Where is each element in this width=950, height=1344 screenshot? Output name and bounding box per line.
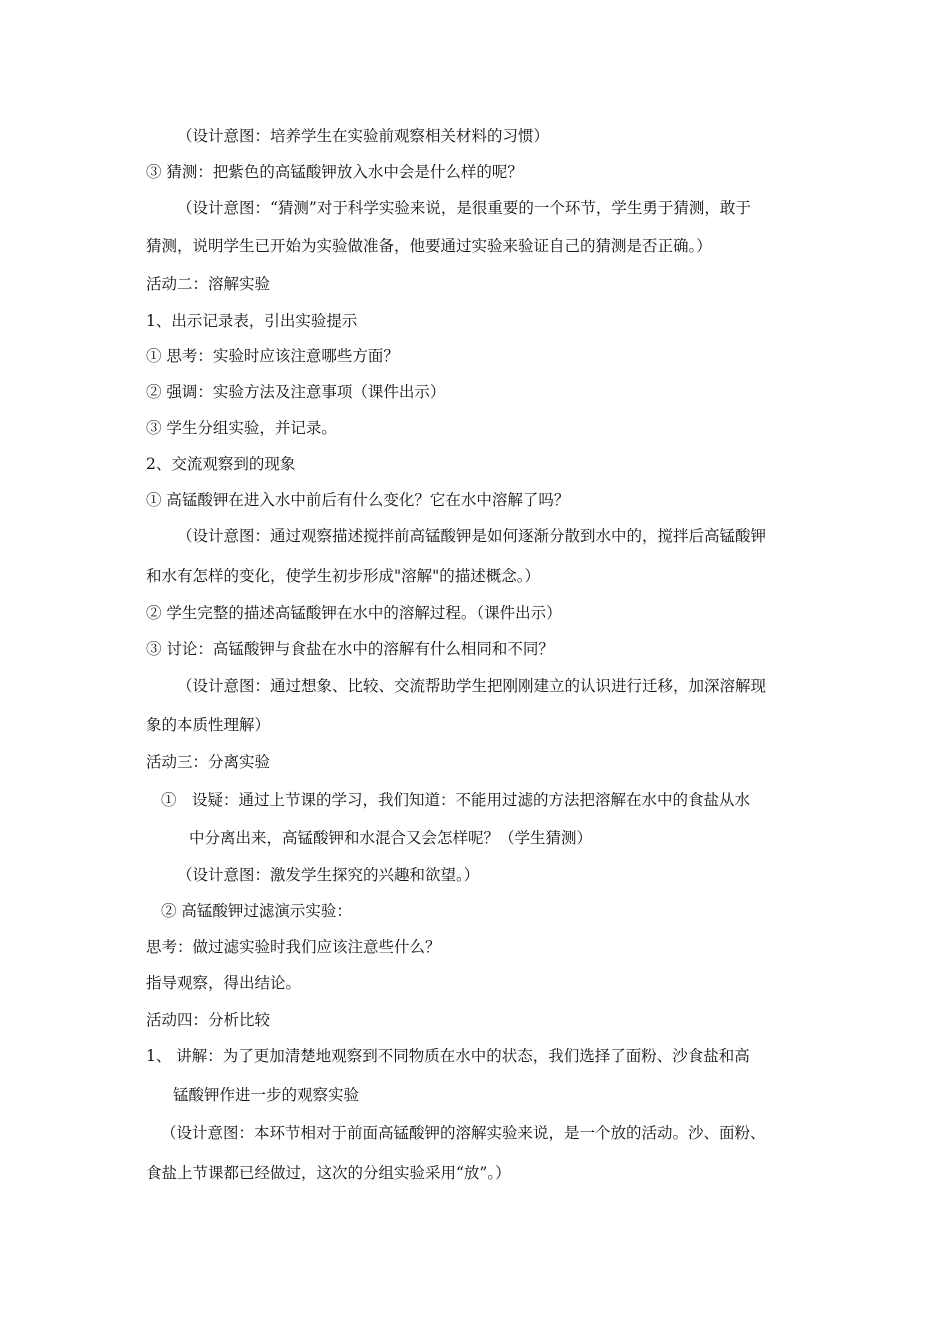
step-question-line2: 中分离出来，高锰酸钾和水混合又会怎样呢？（学生猜测）	[189, 829, 593, 847]
activity-three-heading: 活动三：分离实验	[146, 753, 271, 771]
activity-four-heading: 活动四：分析比较	[146, 1011, 271, 1029]
design-intent-open-line2: 食盐上节课都已经做过，这次的分组实验采用“放”。）	[146, 1164, 511, 1182]
step-group-experiment: ③ 学生分组实验，并记录。	[146, 419, 337, 437]
item-explain-line1: 1、 讲解：为了更加清楚地观察到不同物质在水中的状态，我们选择了面粉、沙食盐和高	[146, 1047, 750, 1065]
step-filter-demo: ② 高锰酸钾过滤演示实验：	[161, 902, 352, 920]
design-intent-transfer-line2: 象的本质性理解）	[146, 716, 271, 734]
item-explain-line2: 锰酸钾作进一步的观察实验	[173, 1086, 360, 1104]
step-describe-dissolving: ② 学生完整的描述高锰酸钾在水中的溶解过程。（课件出示）	[146, 604, 562, 622]
guide-observe-conclusion: 指导观察，得出结论。	[146, 974, 302, 992]
design-intent-dissolve-line1: （设计意图：通过观察描述搅拌前高锰酸钾是如何逐渐分散到水中的，搅拌后高锰酸钾	[177, 527, 767, 545]
design-intent-transfer-line1: （设计意图：通过想象、比较、交流帮助学生把刚刚建立的认识进行迁移，加深溶解现	[177, 677, 767, 695]
step-emphasize-method: ② 强调：实验方法及注意事项（课件出示）	[146, 383, 446, 401]
design-intent-guess-line2: 猜测，说明学生已开始为实验做准备，他要通过实验来验证自己的猜测是否正确。）	[146, 237, 712, 255]
item-exchange-phenomena: 2、交流观察到的现象	[146, 455, 296, 473]
step-guess: ③ 猜测：把紫色的高锰酸钾放入水中会是什么样的呢？	[146, 163, 523, 181]
design-intent-observe-materials: （设计意图：培养学生在实验前观察相关材料的习惯）	[177, 127, 550, 145]
design-intent-interest: （设计意图：激发学生探究的兴趣和欲望。）	[177, 866, 480, 884]
item-show-record-table: 1、出示记录表，引出实验提示	[146, 312, 358, 330]
design-intent-guess-line1: （设计意图：“猜测”对于科学实验来说，是很重要的一个环节，学生勇于猜测，敢于	[177, 199, 751, 217]
think-filter-attention: 思考：做过滤实验时我们应该注意些什么？	[146, 938, 441, 956]
activity-two-heading: 活动二：溶解实验	[146, 275, 271, 293]
step-permanganate-change: ① 高锰酸钾在进入水中前后有什么变化？它在水中溶解了吗？	[146, 491, 570, 509]
step-think-attention: ① 思考：实验时应该注意哪些方面？	[146, 347, 399, 365]
design-intent-dissolve-line2: 和水有怎样的变化，使学生初步形成"溶解"的描述概念。）	[146, 567, 541, 585]
step-discuss-compare: ③ 讨论：高锰酸钾与食盐在水中的溶解有什么相同和不同？	[146, 640, 554, 658]
design-intent-open-line1: （设计意图：本环节相对于前面高锰酸钾的溶解实验来说，是一个放的活动。沙、面粉、	[161, 1124, 766, 1142]
step-question-line1: ① 设疑：通过上节课的学习，我们知道：不能用过滤的方法把溶解在水中的食盐从水	[161, 791, 751, 809]
